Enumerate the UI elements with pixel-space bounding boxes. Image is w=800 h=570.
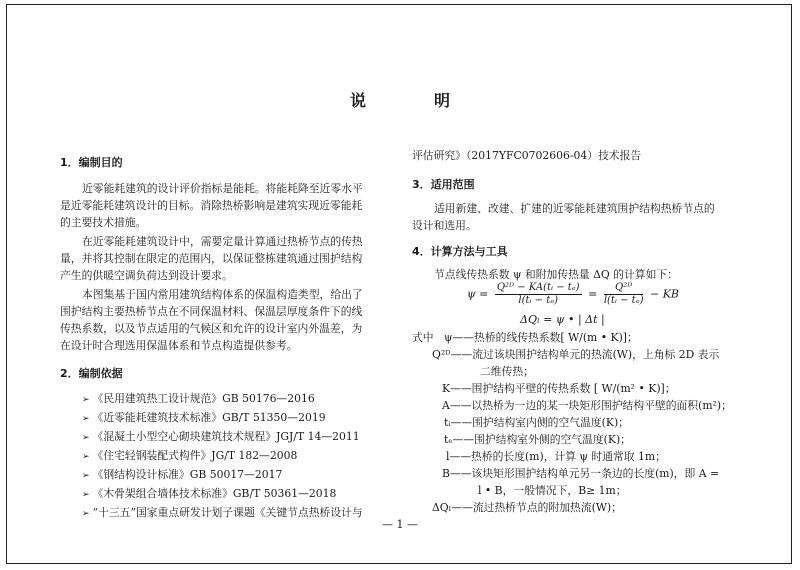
s1-line: 产生的供暖空调负荷达到设计要求。 — [60, 269, 233, 282]
page-title: 说 明 — [349, 91, 476, 110]
reference-item: ➢ 《民用建筑热工设计规范》GB 50176—2016 — [82, 392, 315, 405]
s3-line: 设计和选用。 — [412, 219, 477, 232]
definition-line: 二维传热； — [480, 365, 534, 378]
definition-line: Q²ᴰ——流过该块围护结构单元的热流(W)，上角标 2D 表示 — [432, 348, 720, 361]
s1-line: 本图集基于国内常用建筑结构体系的保温构造类型，给出了 — [82, 288, 363, 301]
reference-item: ➢ 《钢结构设计标准》GB 50017—2017 — [82, 468, 283, 481]
s3-line: 适用新建、改建、扩建的近零能耗建筑围护结构热桥节点的 — [434, 202, 715, 215]
s1-line: 是近零能耗建筑设计的目标。消除热桥影响是建筑实现近零能耗 — [60, 199, 363, 212]
formula-delta-q: ΔQₗ = ψ • | Δt | — [520, 313, 605, 326]
arrow-bullet-icon: ➢ — [82, 490, 90, 500]
section-2-heading: 2．编制依据 — [60, 367, 123, 380]
formula-psi: ψ = $\frac{\text{Q²ᴰ − KA(tᵢ − tₑ)}}{\text{l(tᵢ − tₑ)}}$ = $\frac{\text{Q²ᴰ}}{\text{l(tᵢ − tₑ)}}$ − KB — [467, 282, 679, 306]
definition-line: K——围护结构平壁的传热系数 [ W/(m² • K)]； — [442, 382, 676, 395]
section-4-heading: 4．计算方法与工具 — [412, 245, 508, 258]
definition-line: B——该块矩形围护结构单元另一条边的长度(m)，即 A = — [442, 467, 720, 480]
arrow-bullet-icon: ➢ — [82, 509, 90, 519]
section-3-heading: 3．适用范围 — [412, 178, 475, 191]
page-number: — 1 — — [382, 518, 418, 531]
arrow-bullet-icon: ➢ — [82, 433, 90, 443]
fraction: $\frac{\text{Q²ᴰ − KA(tᵢ − tₑ)}}{\text{l(tᵢ − tₑ)}}$ — [496, 282, 580, 306]
s1-line: 的主要技术措施。 — [60, 216, 147, 229]
s1-line: 围护结构主要热桥节点在不同保温材料、保温层厚度条件下的线 — [60, 305, 363, 318]
reference-item: ➢ 《木骨架组合墙体技术标准》GB/T 50361—2018 — [82, 487, 337, 500]
definition-line: tᵢ——围护结构室内侧的空气温度(K)； — [444, 416, 629, 429]
definition-line: ΔQₗ——流过热桥节点的附加热流(W)； — [432, 501, 622, 514]
where-label: 式中 — [412, 331, 434, 344]
s1-line: 在近零能耗建筑设计中，需要定量计算通过热桥节点的传热 — [82, 235, 363, 248]
s1-line: 在设计时合理选用保温体系和节点构造提供参考。 — [60, 339, 298, 352]
reference-item: ➢ 《近零能耗建筑技术标准》GB/T 51350—2019 — [82, 411, 326, 424]
fraction: $\frac{\text{Q²ᴰ}}{\text{l(tᵢ − tₑ)}}$ — [603, 282, 644, 306]
s1-line: 传热系数，以及节点适用的气候区和允许的设计室内外温差，为 — [60, 322, 363, 335]
reference-item: ➢ 《混凝土小型空心砌块建筑技术规程》JGJ/T 14—2011 — [82, 430, 360, 443]
arrow-bullet-icon: ➢ — [82, 471, 90, 481]
reference-item: ➢ “十三五”国家重点研发计划子课题《关键节点热桥设计与 — [82, 506, 363, 519]
definition-line: l • B，一般情况下，B≥ 1m； — [478, 484, 627, 497]
arrow-bullet-icon: ➢ — [82, 395, 90, 405]
s1-line: 量，并将其控制在限定的范围内，以保证整栋建筑通过围护结构 — [60, 252, 363, 265]
definition-line: tₑ——围护结构室外侧的空气温度(K)； — [444, 433, 631, 446]
arrow-bullet-icon: ➢ — [82, 414, 90, 424]
arrow-bullet-icon: ➢ — [82, 452, 90, 462]
definition-line: l——热桥的长度(m)，计算 ψ 时通常取 1m； — [446, 450, 666, 463]
formula-intro: 节点线传热系数 ψ 和附加传热量 ΔQ 的计算如下： — [434, 268, 678, 281]
reference-continuation: 评估研究》（2017YFC0702606-04）技术报告 — [412, 149, 642, 162]
section-1-heading: 1．编制目的 — [60, 156, 123, 169]
s1-line: 近零能耗建筑的设计评价指标是能耗。将能耗降至近零水平 — [82, 182, 363, 195]
definition-line: A——以热桥为一边的某一块矩形围护结构平壁的面积(m²)； — [442, 399, 732, 412]
definition-line: ψ——热桥的线传热系数[ W/(m • K)]； — [444, 331, 638, 344]
reference-item: ➢ 《住宅轻钢装配式构件》JG/T 182—2008 — [82, 449, 298, 462]
